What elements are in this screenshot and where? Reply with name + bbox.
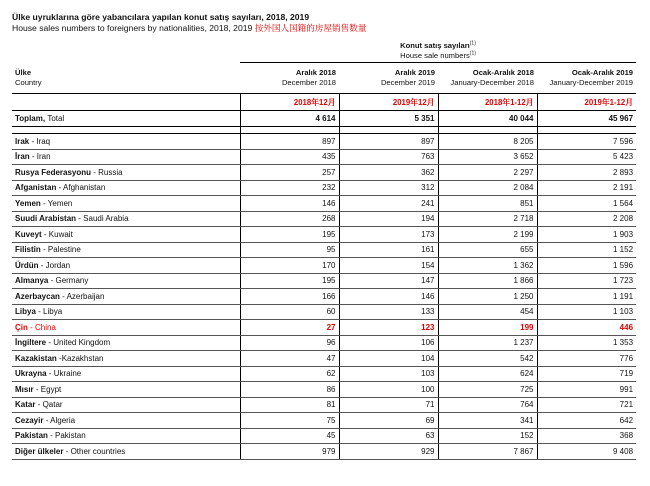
- country-cell: Filistin - Palestine: [12, 242, 240, 258]
- value-cell: 133: [339, 304, 438, 320]
- value-cell: 776: [537, 351, 636, 367]
- value-cell: 1 250: [438, 289, 537, 305]
- country-cell: Cezayir - Algeria: [12, 413, 240, 429]
- value-cell: 195: [240, 273, 339, 289]
- value-cell: 1 362: [438, 258, 537, 274]
- value-cell: 63: [339, 428, 438, 444]
- country-cell: İran - Iran: [12, 149, 240, 165]
- value-cell: 454: [438, 304, 537, 320]
- value-cell: 123: [339, 320, 438, 336]
- value-cell: 106: [339, 335, 438, 351]
- value-cell: 2 084: [438, 180, 537, 196]
- value-cell: 8 205: [438, 134, 537, 150]
- table-row: [12, 227, 636, 243]
- value-cell: 100: [339, 382, 438, 398]
- group-header-tr: Konut satış sayıları: [400, 41, 470, 50]
- table-row: [12, 273, 636, 289]
- value-cell: 1 903: [537, 227, 636, 243]
- column-header-jan-dec-2019: Ocak-Aralık 2019 January-December 2019: [549, 68, 634, 87]
- value-cell: 7 867: [438, 444, 537, 460]
- header-columns-row: [12, 63, 636, 94]
- country-header: Ülke Country: [15, 67, 42, 87]
- value-cell: 71: [339, 397, 438, 413]
- value-cell: 199: [438, 320, 537, 336]
- total-value: 40 044: [438, 111, 537, 127]
- value-cell: 2 718: [438, 211, 537, 227]
- total-value: 4 614: [240, 111, 339, 127]
- value-cell: 2 297: [438, 165, 537, 181]
- country-cell: Almanya - Germany: [12, 273, 240, 289]
- value-cell: 897: [339, 134, 438, 150]
- table-row: [12, 149, 636, 165]
- value-cell: 341: [438, 413, 537, 429]
- value-cell: 62: [240, 366, 339, 382]
- title-turkish: Ülke uyruklarına göre yabancılara yapılan konut satış sayıları, 2018, 2019: [12, 12, 310, 22]
- value-cell: 1 237: [438, 335, 537, 351]
- value-cell: 764: [438, 397, 537, 413]
- table-row: [12, 134, 636, 150]
- value-cell: 1 564: [537, 196, 636, 212]
- value-cell: 27: [240, 320, 339, 336]
- value-cell: 7 596: [537, 134, 636, 150]
- country-cell: Azerbaycan - Azerbaijan: [12, 289, 240, 305]
- table-row: [12, 397, 636, 413]
- country-cell: Pakistan - Pakistan: [12, 428, 240, 444]
- table-row: [12, 320, 636, 336]
- value-cell: 435: [240, 149, 339, 165]
- table-row: [12, 382, 636, 398]
- title-english: House sales numbers to foreigners by nationalities, 2018, 2019: [12, 23, 253, 33]
- value-cell: 152: [438, 428, 537, 444]
- value-cell: 851: [438, 196, 537, 212]
- value-cell: 763: [339, 149, 438, 165]
- value-cell: 2 191: [537, 180, 636, 196]
- value-cell: 3 652: [438, 149, 537, 165]
- value-cell: 75: [240, 413, 339, 429]
- value-cell: 2 208: [537, 211, 636, 227]
- group-header-en: House sale numbers: [400, 51, 470, 60]
- table-row: [12, 428, 636, 444]
- total-label: Toplam, Total: [12, 111, 240, 127]
- table-row: [12, 351, 636, 367]
- value-cell: 542: [438, 351, 537, 367]
- value-cell: 146: [339, 289, 438, 305]
- country-cell: Afganistan - Afghanistan: [12, 180, 240, 196]
- title-english-line: [12, 23, 638, 34]
- value-cell: 195: [240, 227, 339, 243]
- value-cell: 719: [537, 366, 636, 382]
- total-value: 5 351: [339, 111, 438, 127]
- value-cell: 362: [339, 165, 438, 181]
- value-cell: 446: [537, 320, 636, 336]
- country-cell: Kazakistan -Kazakhstan: [12, 351, 240, 367]
- value-cell: 1 191: [537, 289, 636, 305]
- table-row: [12, 304, 636, 320]
- value-cell: 1 596: [537, 258, 636, 274]
- sales-table: [12, 40, 636, 460]
- value-cell: 194: [339, 211, 438, 227]
- table-row: [12, 196, 636, 212]
- value-cell: 45: [240, 428, 339, 444]
- value-cell: 47: [240, 351, 339, 367]
- country-cell: Suudi Arabistan - Saudi Arabia: [12, 211, 240, 227]
- value-cell: 2 893: [537, 165, 636, 181]
- table-row: [12, 413, 636, 429]
- table-row: [12, 444, 636, 460]
- value-cell: 232: [240, 180, 339, 196]
- column-header-cn: 2019年12月: [339, 94, 438, 111]
- group-header: Konut satış sayıları$^{(1)}$ House sale numbers$^{(1)}$: [240, 40, 636, 63]
- value-cell: 268: [240, 211, 339, 227]
- value-cell: 104: [339, 351, 438, 367]
- value-cell: 147: [339, 273, 438, 289]
- value-cell: 2 199: [438, 227, 537, 243]
- value-cell: 368: [537, 428, 636, 444]
- column-header-dec-2019: Aralık 2019 December 2019: [380, 68, 435, 87]
- value-cell: 166: [240, 289, 339, 305]
- value-cell: 146: [240, 196, 339, 212]
- value-cell: 95: [240, 242, 339, 258]
- value-cell: 1 723: [537, 273, 636, 289]
- value-cell: 725: [438, 382, 537, 398]
- country-cell: Libya - Libya: [12, 304, 240, 320]
- table-row: [12, 165, 636, 181]
- country-cell: Çin - China: [12, 320, 240, 336]
- column-header-cn: 2018年1-12月: [438, 94, 537, 111]
- value-cell: 86: [240, 382, 339, 398]
- value-cell: 9 408: [537, 444, 636, 460]
- country-cell: Katar - Qatar: [12, 397, 240, 413]
- table-row: [12, 366, 636, 382]
- value-cell: 1 152: [537, 242, 636, 258]
- value-cell: 991: [537, 382, 636, 398]
- country-cell: Rusya Federasyonu - Russia: [12, 165, 240, 181]
- value-cell: 170: [240, 258, 339, 274]
- header-group-row: [12, 40, 636, 63]
- value-cell: 312: [339, 180, 438, 196]
- column-header-cn: 2019年1-12月: [537, 94, 636, 111]
- value-cell: 173: [339, 227, 438, 243]
- column-header-jan-dec-2018: Ocak-Aralık 2018 January-December 2018: [450, 68, 534, 87]
- value-cell: 60: [240, 304, 339, 320]
- value-cell: 154: [339, 258, 438, 274]
- value-cell: 929: [339, 444, 438, 460]
- title-chinese: 按外国人国籍的房屋销售数量: [254, 23, 367, 33]
- country-cell: İngiltere - United Kingdom: [12, 335, 240, 351]
- table-row: [12, 335, 636, 351]
- value-cell: 257: [240, 165, 339, 181]
- value-cell: 897: [240, 134, 339, 150]
- value-cell: 103: [339, 366, 438, 382]
- country-cell: Ürdün - Jordan: [12, 258, 240, 274]
- country-cell: Irak - Iraq: [12, 134, 240, 150]
- value-cell: 655: [438, 242, 537, 258]
- table-row: [12, 242, 636, 258]
- value-cell: 1 353: [537, 335, 636, 351]
- value-cell: 1 103: [537, 304, 636, 320]
- country-cell: Diğer ülkeler - Other countries: [12, 444, 240, 460]
- value-cell: 1 866: [438, 273, 537, 289]
- total-value: 45 967: [537, 111, 636, 127]
- value-cell: 979: [240, 444, 339, 460]
- country-cell: Ukrayna - Ukraine: [12, 366, 240, 382]
- value-cell: 5 423: [537, 149, 636, 165]
- value-cell: 69: [339, 413, 438, 429]
- value-cell: 96: [240, 335, 339, 351]
- country-cell: Yemen - Yemen: [12, 196, 240, 212]
- value-cell: 161: [339, 242, 438, 258]
- value-cell: 241: [339, 196, 438, 212]
- table-row: [12, 258, 636, 274]
- value-cell: 81: [240, 397, 339, 413]
- country-cell: Kuveyt - Kuwait: [12, 227, 240, 243]
- value-cell: 624: [438, 366, 537, 382]
- total-row: [12, 111, 636, 127]
- table-row: [12, 211, 636, 227]
- value-cell: 642: [537, 413, 636, 429]
- table-row: [12, 289, 636, 305]
- table-row: [12, 180, 636, 196]
- chinese-header-row: [12, 94, 636, 111]
- value-cell: 721: [537, 397, 636, 413]
- column-header-cn: 2018年12月: [240, 94, 339, 111]
- column-header-dec-2018: Aralık 2018 December 2018: [281, 68, 336, 87]
- country-cell: Mısır - Egypt: [12, 382, 240, 398]
